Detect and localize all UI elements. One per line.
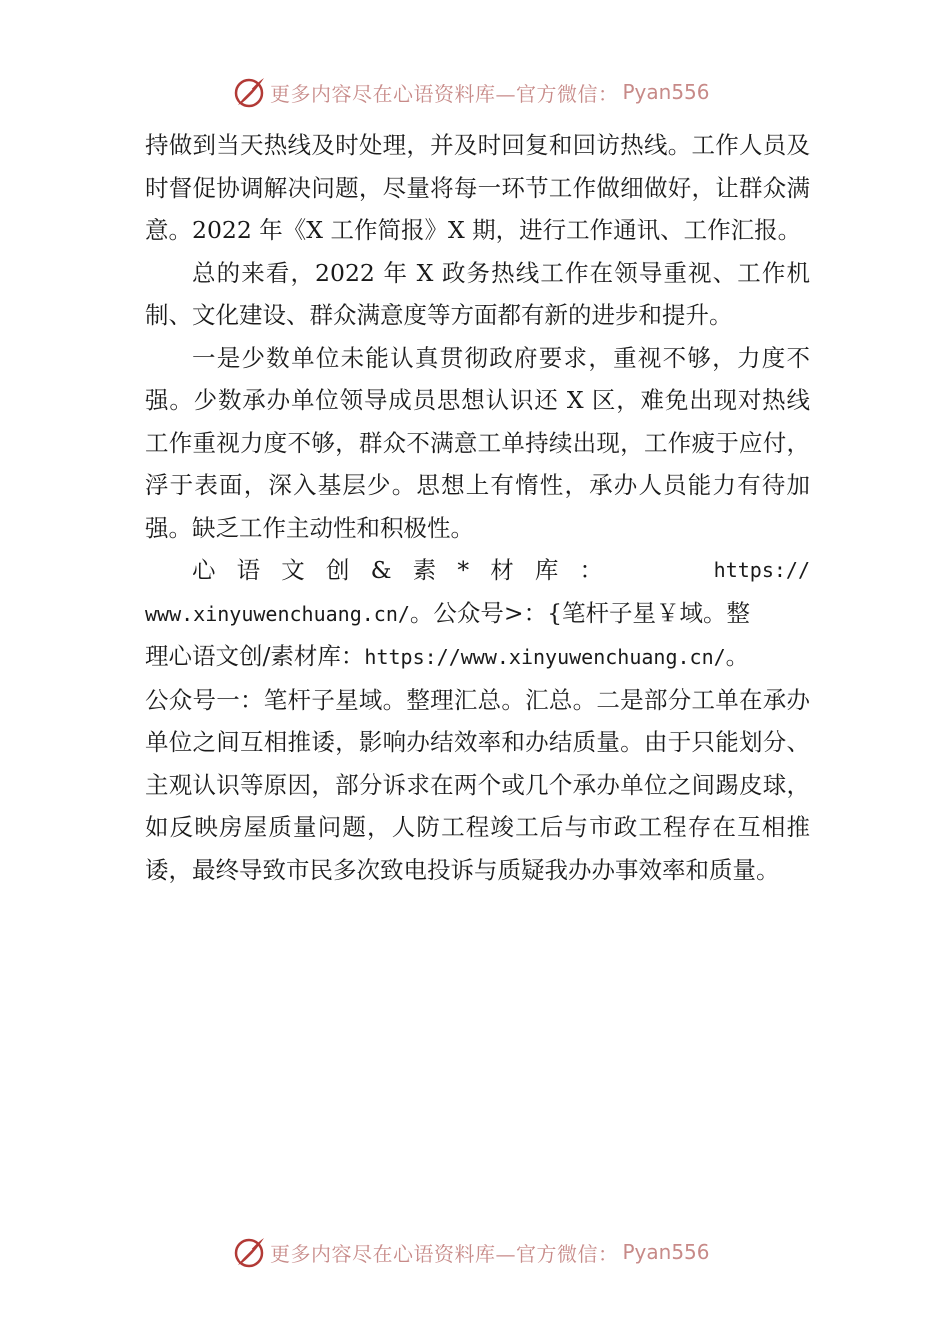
footer-banner [232,1232,732,1272]
paragraph-4-line-3 [145,635,810,679]
paragraph-3: 一是少数单位未能认真贯彻政府要求，重视不够，力度不强。少数承办单位领导成员思想认识还 X 区，难免出现对热线工作重视力度不够，群众不满意工单持续出现，工作疲于应付，浮于表面，深入基层少。思想上有惰性，承办人员能力有待加强。缺乏工作主动性和积极性。 [145,343,810,542]
material-url: https://www.xinyuwenchuang.cn/ [364,645,726,669]
paragraph-1: 持做到当天热线及时处理，并及时回复和回访热线。工作人员及时督促协调解决问题，尽量将每一环节工作做细做好，让群众满意。2022 年《X 工作简报》X 期，进行工作通讯、工作汇报。 [145,131,810,244]
footer-wechat-id: Pyan556 [622,1240,710,1264]
material-label: 理心语文创/素材库： [145,642,365,670]
quill-logo-icon [232,1235,266,1269]
source-url-part: https:// [713,558,810,582]
public-account-text: 。公众号>：{笔杆子星￥域。整 [409,598,751,627]
source-url-domain: www.xinyuwenchuang.cn/ [145,601,410,626]
source-label: 心语文创&素*材库： [192,556,625,584]
header-banner [232,72,732,112]
footer-banner-text: 更多内容尽在心语资料库—官方微信： [270,1241,619,1266]
paragraph-4-rest: 公众号一：笔杆子星域。整理汇总。汇总。二是部分工单在承办单位之间互相推诿，影响办结效率和办结质量。由于只能划分、主观认识等原因，部分诉求在两个或几个承办单位之间踢皮球，如反映房屋质量问题，人防工程竣工后与市政工程存在互相推诿，最终导致市民多次致电投诉与质疑我办办事效率和质量。 [145,685,810,884]
document-body [145,124,810,891]
quill-logo-icon [232,75,266,109]
paragraph-4-line-2 [145,592,810,636]
paragraph-2: 总的来看，2022 年 X 政务热线工作在领导重视、工作机制、文化建设、群众满意度等方面都有新的进步和提升。 [145,258,810,329]
period: 。 [725,642,750,670]
paragraph-4-line-1 [145,549,810,592]
banner-text: 更多内容尽在心语资料库—官方微信： [270,81,619,106]
paragraph-4 [145,549,810,891]
banner-wechat-id: Pyan556 [622,80,710,104]
